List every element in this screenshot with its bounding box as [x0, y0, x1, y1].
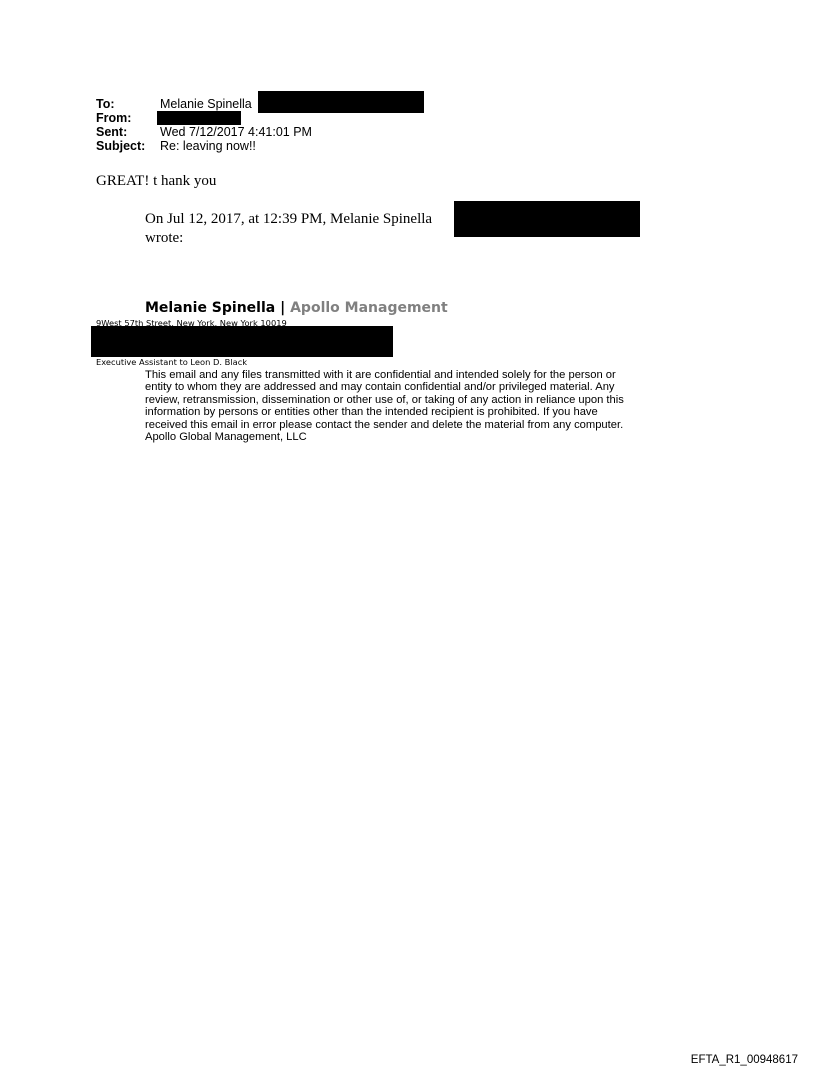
sent-value: Wed 7/12/2017 4:41:01 PM	[160, 125, 312, 139]
signature-address: 9West 57th Street, New York, New York 10019	[96, 318, 287, 328]
signature-name-line	[145, 300, 448, 316]
reply-text: GREAT! t hank you	[96, 173, 217, 189]
disclaimer-text: This email and any files transmitted with it are confidential and intended solely for the person or entity to whom they are addressed and may contain confidential and/or privileged material. Any review, retransmission, dissemination or other use of, or taking of any action in reliance upon this information by persons or entities other than the intended recipient is prohibited. If you have received this email in error please contact the sender and delete the material from any computer. Apollo Global Management, LLC	[145, 369, 624, 444]
document-id: EFTA_R1_00948617	[690, 1054, 798, 1066]
to-label: To:	[96, 97, 115, 111]
signature-company: Apollo Management	[290, 300, 448, 316]
subject-label: Subject:	[96, 139, 146, 153]
to-value: Melanie Spinella	[160, 97, 252, 111]
quote-wrote-text: wrote:	[145, 230, 184, 246]
signature-name: Melanie Spinella	[145, 300, 276, 316]
redaction-from	[157, 111, 241, 125]
redaction-quote-email	[454, 201, 640, 237]
sent-label: Sent:	[96, 125, 128, 139]
quote-intro-text: On Jul 12, 2017, at 12:39 PM, Melanie Spinella	[145, 211, 433, 227]
redaction-to-email	[258, 91, 424, 113]
subject-value: Re: leaving now!!	[160, 139, 256, 153]
signature-title: Executive Assistant to Leon D. Black	[96, 357, 248, 367]
from-label: From:	[96, 111, 132, 125]
signature-separator: |	[280, 300, 286, 316]
redaction-signature-contact	[91, 326, 393, 357]
